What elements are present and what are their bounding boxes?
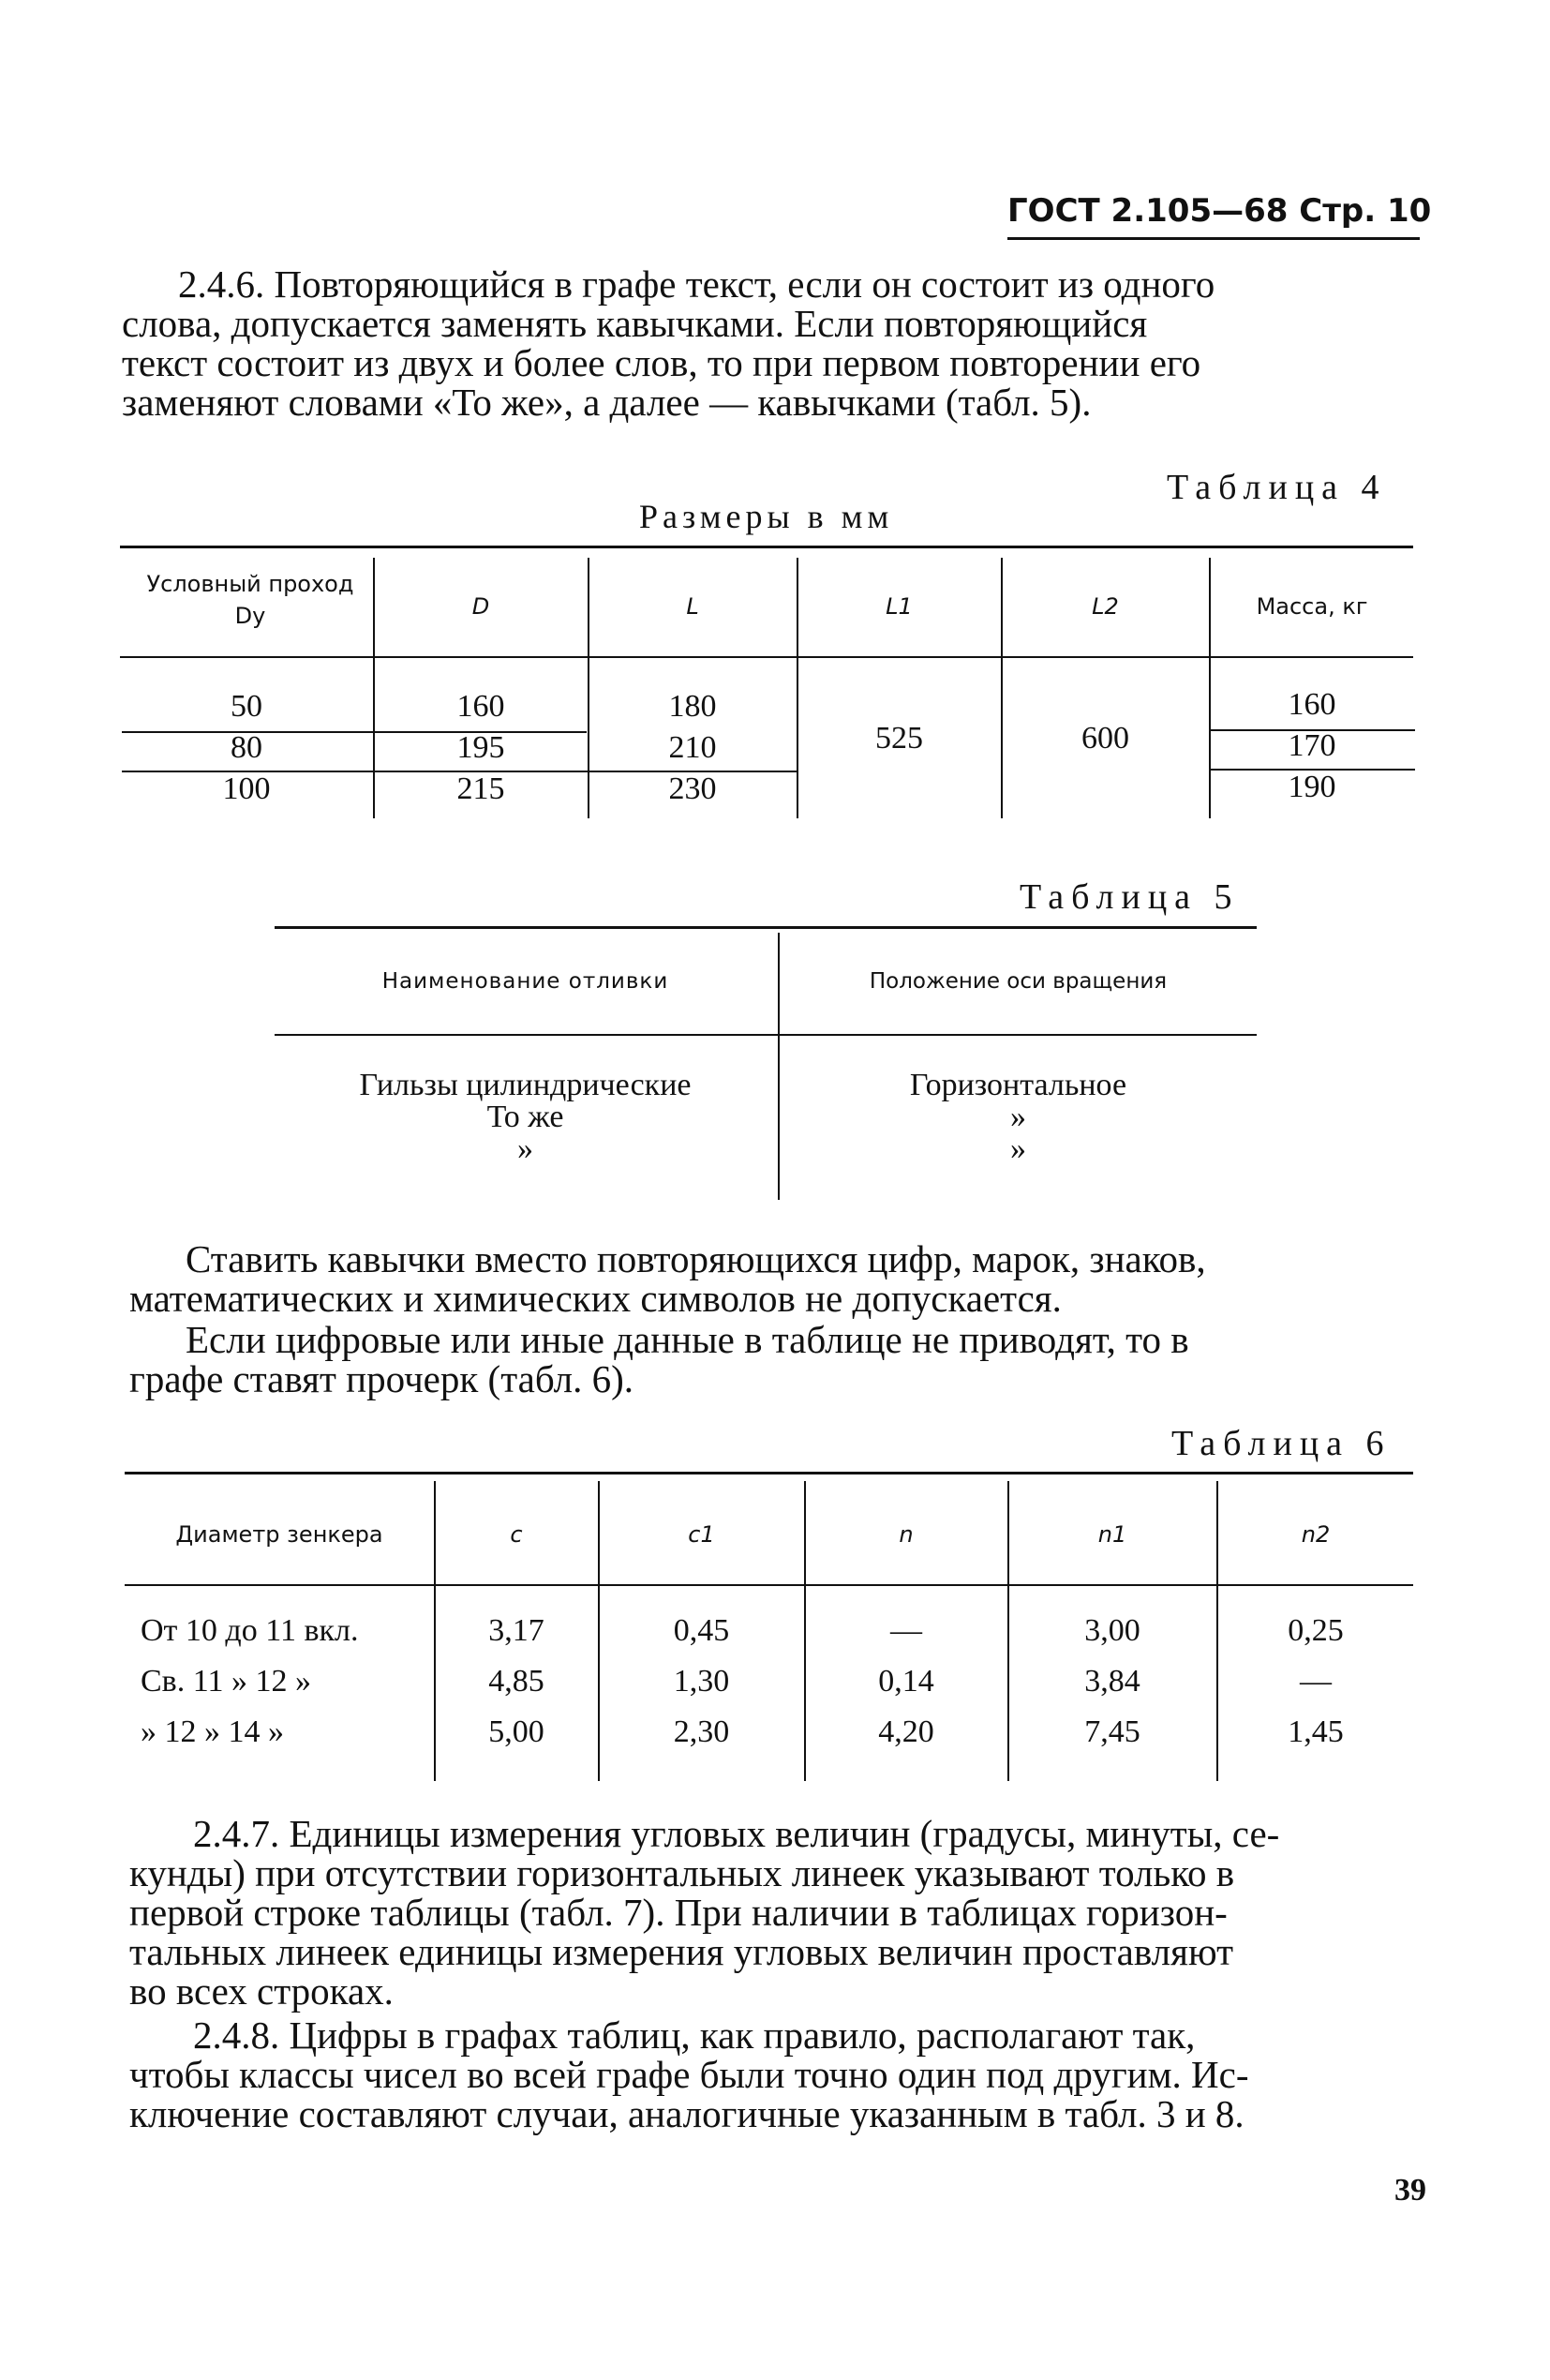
table6-header: n (899, 1521, 914, 1548)
table5-cell: » (1010, 1131, 1026, 1166)
text-line: 2.4.7. Единицы измерения угловых величин (градусы, минуты, се- (193, 1812, 1280, 1855)
table5-cell: » (1010, 1100, 1026, 1134)
table4-cell: 160 (1288, 687, 1336, 722)
table6-cell: От 10 до 11 вкл. (141, 1613, 359, 1648)
table4-cell: 230 (668, 771, 717, 806)
table4-cell: 100 (222, 771, 271, 806)
table6-cell: 4,20 (878, 1714, 934, 1749)
table5-top-rule (275, 926, 1257, 929)
text-line: чтобы классы чисел во всей графе были точно один под другим. Ис- (129, 2053, 1249, 2096)
table6-cell: 4,85 (488, 1664, 544, 1699)
table4-header-rule (120, 656, 1413, 658)
table5-cell: То же (486, 1100, 564, 1134)
table4-cell: 80 (231, 730, 262, 765)
table6-cell: — (1300, 1664, 1332, 1699)
text-line: графе ставят прочерк (табл. 6). (129, 1357, 634, 1400)
table4-cell: 195 (456, 730, 505, 765)
table5-cell: » (517, 1131, 533, 1166)
paragraph-2-4-8 (129, 2015, 1432, 2133)
paragraph-2-4-7 (129, 1814, 1432, 2011)
text-line: Ставить кавычки вместо повторяющихся цифр, марок, знаков, (186, 1237, 1206, 1280)
table6-header: c1 (688, 1521, 715, 1548)
table5-caption: Таблица 5 (1020, 877, 1240, 917)
table6-cell: — (890, 1613, 922, 1648)
table6-header: n2 (1301, 1521, 1331, 1548)
text-line: 2.4.6. Повторяющийся в графе текст, если он состоит из одного (178, 262, 1215, 306)
table6-cell: 1,30 (673, 1664, 730, 1699)
table4-cell: 215 (456, 771, 505, 806)
page-number: 39 (1394, 2173, 1426, 2208)
table6-cell: 0,14 (878, 1664, 934, 1699)
text-line: тальных линеек единицы измерения угловых величин проставляют (129, 1930, 1233, 1973)
table5-cell: Горизонтальное (909, 1068, 1127, 1102)
table5-header: Положение оси вращения (869, 969, 1168, 994)
table6-header: n1 (1097, 1521, 1127, 1548)
table4-header: L (686, 593, 699, 620)
table6-cell: 7,45 (1084, 1714, 1140, 1749)
table6-header: c (510, 1521, 523, 1548)
table6-cell: 0,25 (1288, 1613, 1344, 1648)
table4-cell: 600 (1081, 721, 1129, 756)
table4-units: Размеры в мм (639, 498, 894, 535)
text-line: во всех строках. (129, 1969, 394, 2013)
table4-top-rule (120, 546, 1413, 548)
table6-header-rule (125, 1584, 1413, 1586)
table6-cell: » 12 » 14 » (141, 1714, 284, 1749)
table4-cell: 190 (1288, 770, 1336, 804)
table4-cell: 160 (456, 689, 505, 724)
text-line: заменяют словами «То же», а далее — кавычками (табл. 5). (122, 381, 1092, 424)
table4-cell: 170 (1288, 728, 1336, 763)
paragraph-2-4-6 (122, 264, 1424, 422)
page-header: ГОСТ 2.105—68 Стр. 10 (1007, 192, 1420, 240)
table6-top-rule (125, 1472, 1413, 1474)
table4-cell: 210 (668, 730, 717, 765)
table5-cell: Гильзы цилиндрические (359, 1068, 692, 1102)
table6-cell: 3,00 (1084, 1613, 1140, 1648)
table4-cell: 180 (668, 689, 717, 724)
table6-cell: 5,00 (488, 1714, 544, 1749)
table6-header: Диаметр зенкера (175, 1521, 383, 1548)
table4-cell: 50 (231, 689, 262, 724)
table4-caption: Таблица 4 (1167, 468, 1387, 507)
text-line: текст состоит из двух и более слов, то при первом повторении его (122, 341, 1201, 384)
text-line: математических и химических символов не допускается. (129, 1277, 1062, 1320)
text-line: ключение составляют случаи, аналогичные указанным в табл. 3 и 8. (129, 2092, 1244, 2135)
text-line: Если цифровые или иные данные в таблице не приводят, то в (186, 1318, 1189, 1361)
table6-caption: Таблица 6 (1171, 1424, 1392, 1463)
text-line: слова, допускается заменять кавычками. Если повторяющийся (122, 302, 1148, 345)
table6-cell: 0,45 (673, 1613, 730, 1648)
paragraph-quotes (129, 1239, 1432, 1399)
table4-header: Масса, кг (1256, 593, 1368, 620)
table4-header: Условный проход Dy (146, 571, 354, 629)
table5-header-rule (275, 1034, 1257, 1036)
table4-header: L2 (1092, 593, 1119, 620)
table6-cell: 3,17 (488, 1613, 544, 1648)
table5-header: Наименование отливки (381, 969, 669, 994)
table4-header: L1 (886, 593, 913, 620)
text-line: кунды) при отсутствии горизонтальных линеек указывают только в (129, 1851, 1235, 1894)
table4-cell: 525 (875, 721, 923, 756)
table6-cell: 1,45 (1288, 1714, 1344, 1749)
table4-header: D (471, 593, 490, 620)
table6-cell: 2,30 (673, 1714, 730, 1749)
text-line: первой строке таблицы (табл. 7). При наличии в таблицах горизон- (129, 1891, 1228, 1934)
text-line: 2.4.8. Цифры в графах таблиц, как правило, располагают так, (193, 2013, 1196, 2057)
table6-cell: Св. 11 » 12 » (141, 1664, 311, 1699)
table6-cell: 3,84 (1084, 1664, 1140, 1699)
table5-col-divider (778, 933, 780, 1200)
